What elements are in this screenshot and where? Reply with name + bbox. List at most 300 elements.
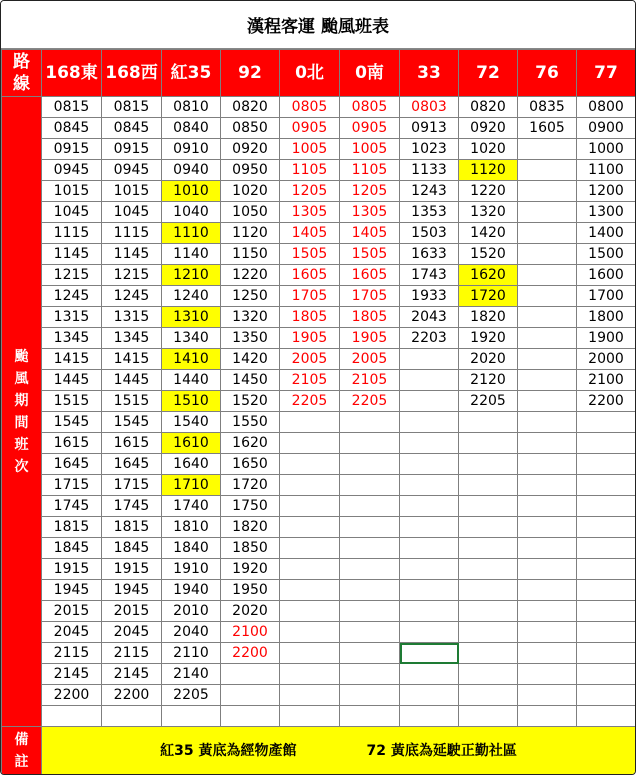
time-cell[interactable]: 0810 bbox=[162, 97, 221, 118]
time-cell[interactable] bbox=[459, 538, 518, 559]
time-cell[interactable] bbox=[400, 580, 459, 601]
time-cell[interactable] bbox=[577, 643, 636, 664]
time-cell[interactable] bbox=[280, 580, 340, 601]
time-cell[interactable]: 1420 bbox=[459, 223, 518, 244]
time-cell[interactable]: 1150 bbox=[221, 244, 280, 265]
time-cell[interactable] bbox=[400, 538, 459, 559]
time-cell[interactable]: 1520 bbox=[221, 391, 280, 412]
time-cell[interactable]: 0920 bbox=[459, 118, 518, 139]
time-cell[interactable]: 1605 bbox=[518, 118, 577, 139]
time-cell[interactable] bbox=[518, 685, 577, 706]
time-cell[interactable] bbox=[340, 643, 400, 664]
time-cell[interactable]: 2105 bbox=[340, 370, 400, 391]
time-cell[interactable]: 1345 bbox=[42, 328, 102, 349]
time-cell[interactable]: 1745 bbox=[102, 496, 162, 517]
time-cell[interactable] bbox=[400, 559, 459, 580]
time-cell[interactable]: 2100 bbox=[577, 370, 636, 391]
time-cell[interactable] bbox=[280, 643, 340, 664]
time-cell[interactable] bbox=[42, 706, 102, 727]
time-cell[interactable]: 1445 bbox=[102, 370, 162, 391]
time-cell[interactable]: 0905 bbox=[340, 118, 400, 139]
time-cell[interactable]: 1905 bbox=[340, 328, 400, 349]
time-cell[interactable]: 1145 bbox=[42, 244, 102, 265]
time-cell[interactable] bbox=[577, 475, 636, 496]
time-cell[interactable]: 2145 bbox=[102, 664, 162, 685]
time-cell[interactable] bbox=[459, 559, 518, 580]
time-cell[interactable]: 2045 bbox=[42, 622, 102, 643]
time-cell[interactable] bbox=[221, 685, 280, 706]
time-cell[interactable]: 1400 bbox=[577, 223, 636, 244]
time-cell[interactable]: 1503 bbox=[400, 223, 459, 244]
time-cell[interactable]: 2205 bbox=[340, 391, 400, 412]
time-cell[interactable]: 1745 bbox=[42, 496, 102, 517]
time-cell[interactable] bbox=[577, 538, 636, 559]
time-cell[interactable]: 1610 bbox=[162, 433, 221, 454]
time-cell[interactable]: 1945 bbox=[102, 580, 162, 601]
time-cell[interactable] bbox=[280, 664, 340, 685]
time-cell[interactable] bbox=[518, 664, 577, 685]
time-cell[interactable]: 1305 bbox=[280, 202, 340, 223]
time-cell[interactable] bbox=[577, 622, 636, 643]
time-cell[interactable]: 0910 bbox=[162, 139, 221, 160]
time-cell[interactable] bbox=[577, 517, 636, 538]
time-cell[interactable]: 1700 bbox=[577, 286, 636, 307]
time-cell[interactable]: 1845 bbox=[42, 538, 102, 559]
time-cell[interactable]: 1915 bbox=[42, 559, 102, 580]
time-cell[interactable]: 2115 bbox=[102, 643, 162, 664]
time-cell[interactable] bbox=[518, 433, 577, 454]
time-cell[interactable]: 1340 bbox=[162, 328, 221, 349]
time-cell[interactable] bbox=[400, 370, 459, 391]
time-cell[interactable]: 1820 bbox=[221, 517, 280, 538]
time-cell[interactable] bbox=[280, 685, 340, 706]
time-cell[interactable]: 1545 bbox=[42, 412, 102, 433]
time-cell[interactable]: 1705 bbox=[280, 286, 340, 307]
time-cell[interactable]: 1715 bbox=[42, 475, 102, 496]
time-cell[interactable]: 2200 bbox=[577, 391, 636, 412]
time-cell[interactable] bbox=[459, 454, 518, 475]
time-cell[interactable]: 1245 bbox=[102, 286, 162, 307]
time-cell[interactable]: 1220 bbox=[221, 265, 280, 286]
time-cell[interactable] bbox=[577, 412, 636, 433]
time-cell[interactable] bbox=[459, 685, 518, 706]
time-cell[interactable]: 1950 bbox=[221, 580, 280, 601]
time-cell[interactable] bbox=[577, 601, 636, 622]
time-cell[interactable]: 1345 bbox=[102, 328, 162, 349]
time-cell[interactable]: 1243 bbox=[400, 181, 459, 202]
time-cell[interactable]: 1440 bbox=[162, 370, 221, 391]
time-cell[interactable]: 1115 bbox=[42, 223, 102, 244]
time-cell[interactable]: 2200 bbox=[42, 685, 102, 706]
time-cell[interactable] bbox=[340, 559, 400, 580]
time-cell[interactable]: 0845 bbox=[102, 118, 162, 139]
time-cell[interactable]: 0915 bbox=[102, 139, 162, 160]
time-cell[interactable]: 2105 bbox=[280, 370, 340, 391]
time-cell[interactable] bbox=[518, 223, 577, 244]
time-cell[interactable]: 1515 bbox=[102, 391, 162, 412]
time-cell[interactable]: 1540 bbox=[162, 412, 221, 433]
time-cell[interactable]: 1315 bbox=[42, 307, 102, 328]
time-cell[interactable]: 0835 bbox=[518, 97, 577, 118]
time-cell[interactable] bbox=[340, 538, 400, 559]
time-cell[interactable]: 1015 bbox=[42, 181, 102, 202]
time-cell[interactable]: 1600 bbox=[577, 265, 636, 286]
time-cell[interactable]: 1710 bbox=[162, 475, 221, 496]
time-cell[interactable] bbox=[340, 685, 400, 706]
time-cell[interactable]: 0815 bbox=[42, 97, 102, 118]
time-cell[interactable] bbox=[518, 181, 577, 202]
time-cell[interactable]: 1215 bbox=[102, 265, 162, 286]
time-cell[interactable] bbox=[400, 391, 459, 412]
time-cell[interactable]: 1545 bbox=[102, 412, 162, 433]
time-cell[interactable]: 1020 bbox=[221, 181, 280, 202]
time-cell[interactable]: 1550 bbox=[221, 412, 280, 433]
time-cell[interactable]: 1920 bbox=[221, 559, 280, 580]
time-cell[interactable] bbox=[400, 685, 459, 706]
time-cell[interactable]: 1120 bbox=[459, 160, 518, 181]
time-cell[interactable]: 2020 bbox=[459, 349, 518, 370]
time-cell[interactable] bbox=[518, 496, 577, 517]
time-cell[interactable] bbox=[221, 664, 280, 685]
time-cell[interactable]: 1805 bbox=[340, 307, 400, 328]
time-cell[interactable]: 1905 bbox=[280, 328, 340, 349]
time-cell[interactable]: 1020 bbox=[459, 139, 518, 160]
time-cell[interactable] bbox=[221, 706, 280, 727]
time-cell[interactable] bbox=[340, 517, 400, 538]
time-cell[interactable]: 1010 bbox=[162, 181, 221, 202]
time-cell[interactable]: 1120 bbox=[221, 223, 280, 244]
time-cell[interactable]: 1820 bbox=[459, 307, 518, 328]
time-cell[interactable]: 1023 bbox=[400, 139, 459, 160]
time-cell[interactable] bbox=[577, 559, 636, 580]
time-cell[interactable] bbox=[340, 601, 400, 622]
time-cell[interactable]: 1220 bbox=[459, 181, 518, 202]
time-cell[interactable] bbox=[518, 328, 577, 349]
time-cell[interactable] bbox=[340, 475, 400, 496]
time-cell[interactable]: 1505 bbox=[340, 244, 400, 265]
time-cell[interactable]: 0915 bbox=[42, 139, 102, 160]
time-cell[interactable]: 0840 bbox=[162, 118, 221, 139]
time-cell[interactable] bbox=[577, 664, 636, 685]
time-cell[interactable] bbox=[400, 349, 459, 370]
time-cell[interactable]: 2205 bbox=[162, 685, 221, 706]
time-cell[interactable]: 1405 bbox=[280, 223, 340, 244]
time-cell[interactable] bbox=[340, 454, 400, 475]
time-cell[interactable]: 1350 bbox=[221, 328, 280, 349]
time-cell[interactable]: 2100 bbox=[221, 622, 280, 643]
time-cell[interactable] bbox=[400, 454, 459, 475]
time-cell[interactable]: 1940 bbox=[162, 580, 221, 601]
time-cell[interactable]: 2200 bbox=[102, 685, 162, 706]
time-cell[interactable] bbox=[340, 580, 400, 601]
time-cell[interactable] bbox=[340, 496, 400, 517]
time-cell[interactable]: 0845 bbox=[42, 118, 102, 139]
time-cell[interactable]: 1245 bbox=[42, 286, 102, 307]
time-cell[interactable]: 1520 bbox=[459, 244, 518, 265]
time-cell[interactable]: 1410 bbox=[162, 349, 221, 370]
time-cell[interactable]: 2110 bbox=[162, 643, 221, 664]
time-cell[interactable] bbox=[577, 454, 636, 475]
time-cell[interactable]: 1515 bbox=[42, 391, 102, 412]
time-cell[interactable] bbox=[340, 664, 400, 685]
time-cell[interactable]: 0900 bbox=[577, 118, 636, 139]
time-cell[interactable]: 2020 bbox=[221, 601, 280, 622]
time-cell[interactable] bbox=[280, 622, 340, 643]
time-cell[interactable]: 1720 bbox=[221, 475, 280, 496]
time-cell[interactable] bbox=[280, 412, 340, 433]
time-cell[interactable] bbox=[577, 685, 636, 706]
time-cell[interactable]: 1310 bbox=[162, 307, 221, 328]
time-cell[interactable] bbox=[577, 706, 636, 727]
time-cell[interactable]: 2145 bbox=[42, 664, 102, 685]
time-cell[interactable] bbox=[340, 622, 400, 643]
time-cell[interactable]: 1320 bbox=[221, 307, 280, 328]
time-cell[interactable]: 1815 bbox=[42, 517, 102, 538]
time-cell[interactable] bbox=[518, 706, 577, 727]
time-cell[interactable]: 1650 bbox=[221, 454, 280, 475]
time-cell[interactable]: 1840 bbox=[162, 538, 221, 559]
time-cell[interactable]: 2203 bbox=[400, 328, 459, 349]
time-cell[interactable] bbox=[518, 622, 577, 643]
time-cell[interactable] bbox=[518, 538, 577, 559]
time-cell[interactable]: 0805 bbox=[280, 97, 340, 118]
time-cell[interactable]: 1500 bbox=[577, 244, 636, 265]
time-cell[interactable] bbox=[518, 454, 577, 475]
time-cell[interactable]: 2005 bbox=[340, 349, 400, 370]
time-cell[interactable]: 1215 bbox=[42, 265, 102, 286]
time-cell[interactable] bbox=[340, 433, 400, 454]
time-cell[interactable]: 0913 bbox=[400, 118, 459, 139]
time-cell[interactable]: 0803 bbox=[400, 97, 459, 118]
time-cell[interactable] bbox=[577, 580, 636, 601]
time-cell[interactable]: 1005 bbox=[340, 139, 400, 160]
time-cell[interactable] bbox=[459, 412, 518, 433]
time-cell[interactable]: 1045 bbox=[42, 202, 102, 223]
time-cell[interactable]: 2000 bbox=[577, 349, 636, 370]
time-cell[interactable]: 1510 bbox=[162, 391, 221, 412]
time-cell[interactable]: 1133 bbox=[400, 160, 459, 181]
time-cell[interactable]: 1210 bbox=[162, 265, 221, 286]
time-cell[interactable]: 1110 bbox=[162, 223, 221, 244]
time-cell[interactable]: 1305 bbox=[340, 202, 400, 223]
time-cell[interactable]: 2140 bbox=[162, 664, 221, 685]
time-cell[interactable] bbox=[518, 475, 577, 496]
time-cell[interactable] bbox=[102, 706, 162, 727]
time-cell[interactable]: 1743 bbox=[400, 265, 459, 286]
time-cell[interactable] bbox=[280, 433, 340, 454]
time-cell[interactable] bbox=[280, 601, 340, 622]
time-cell[interactable] bbox=[518, 307, 577, 328]
time-cell[interactable] bbox=[400, 664, 459, 685]
time-cell[interactable]: 0920 bbox=[221, 139, 280, 160]
time-cell[interactable] bbox=[400, 622, 459, 643]
time-cell[interactable] bbox=[518, 580, 577, 601]
time-cell[interactable]: 1040 bbox=[162, 202, 221, 223]
time-cell[interactable] bbox=[518, 286, 577, 307]
time-cell[interactable]: 1620 bbox=[459, 265, 518, 286]
time-cell[interactable]: 1450 bbox=[221, 370, 280, 391]
time-cell[interactable]: 1615 bbox=[42, 433, 102, 454]
time-cell[interactable] bbox=[459, 496, 518, 517]
time-cell[interactable]: 1815 bbox=[102, 517, 162, 538]
time-cell[interactable]: 1100 bbox=[577, 160, 636, 181]
time-cell[interactable]: 1705 bbox=[340, 286, 400, 307]
time-cell[interactable]: 1915 bbox=[102, 559, 162, 580]
time-cell[interactable] bbox=[459, 433, 518, 454]
time-cell[interactable] bbox=[400, 412, 459, 433]
time-cell[interactable]: 1145 bbox=[102, 244, 162, 265]
time-cell[interactable] bbox=[518, 244, 577, 265]
time-cell[interactable]: 1200 bbox=[577, 181, 636, 202]
time-cell[interactable]: 0950 bbox=[221, 160, 280, 181]
time-cell[interactable] bbox=[518, 601, 577, 622]
time-cell[interactable] bbox=[518, 517, 577, 538]
time-cell[interactable]: 0945 bbox=[102, 160, 162, 181]
time-cell[interactable] bbox=[400, 496, 459, 517]
time-cell[interactable]: 0940 bbox=[162, 160, 221, 181]
time-cell[interactable]: 2045 bbox=[102, 622, 162, 643]
time-cell[interactable]: 1805 bbox=[280, 307, 340, 328]
time-cell[interactable]: 0905 bbox=[280, 118, 340, 139]
time-cell[interactable]: 1045 bbox=[102, 202, 162, 223]
time-cell[interactable]: 1420 bbox=[221, 349, 280, 370]
time-cell[interactable] bbox=[518, 391, 577, 412]
time-cell[interactable] bbox=[577, 433, 636, 454]
time-cell[interactable]: 1205 bbox=[340, 181, 400, 202]
time-cell[interactable]: 1105 bbox=[340, 160, 400, 181]
time-cell[interactable] bbox=[518, 643, 577, 664]
time-cell[interactable] bbox=[459, 601, 518, 622]
time-cell[interactable]: 1405 bbox=[340, 223, 400, 244]
time-cell[interactable] bbox=[518, 370, 577, 391]
time-cell[interactable]: 1750 bbox=[221, 496, 280, 517]
time-cell[interactable]: 1715 bbox=[102, 475, 162, 496]
time-cell[interactable]: 2120 bbox=[459, 370, 518, 391]
time-cell[interactable]: 1800 bbox=[577, 307, 636, 328]
time-cell[interactable]: 0850 bbox=[221, 118, 280, 139]
time-cell[interactable] bbox=[400, 517, 459, 538]
time-cell[interactable]: 1900 bbox=[577, 328, 636, 349]
time-cell[interactable] bbox=[340, 412, 400, 433]
time-cell[interactable]: 1353 bbox=[400, 202, 459, 223]
time-cell[interactable]: 2040 bbox=[162, 622, 221, 643]
time-cell[interactable]: 1633 bbox=[400, 244, 459, 265]
time-cell[interactable]: 2010 bbox=[162, 601, 221, 622]
time-cell[interactable]: 1115 bbox=[102, 223, 162, 244]
time-cell[interactable] bbox=[280, 517, 340, 538]
time-cell[interactable]: 1300 bbox=[577, 202, 636, 223]
time-cell[interactable]: 1620 bbox=[221, 433, 280, 454]
time-cell[interactable] bbox=[518, 412, 577, 433]
time-cell[interactable] bbox=[518, 139, 577, 160]
time-cell[interactable]: 1000 bbox=[577, 139, 636, 160]
time-cell[interactable] bbox=[400, 601, 459, 622]
time-cell[interactable]: 1605 bbox=[340, 265, 400, 286]
time-cell[interactable] bbox=[459, 622, 518, 643]
time-cell[interactable]: 1810 bbox=[162, 517, 221, 538]
time-cell[interactable]: 1720 bbox=[459, 286, 518, 307]
time-cell[interactable]: 1050 bbox=[221, 202, 280, 223]
time-cell[interactable]: 2015 bbox=[102, 601, 162, 622]
time-cell[interactable]: 1140 bbox=[162, 244, 221, 265]
time-cell[interactable]: 0820 bbox=[459, 97, 518, 118]
time-cell[interactable] bbox=[459, 643, 518, 664]
time-cell[interactable] bbox=[280, 475, 340, 496]
time-cell[interactable]: 1315 bbox=[102, 307, 162, 328]
time-cell[interactable] bbox=[518, 160, 577, 181]
time-cell[interactable] bbox=[518, 349, 577, 370]
time-cell[interactable]: 1933 bbox=[400, 286, 459, 307]
time-cell[interactable] bbox=[577, 496, 636, 517]
time-cell[interactable]: 0820 bbox=[221, 97, 280, 118]
time-cell[interactable] bbox=[400, 706, 459, 727]
time-cell[interactable]: 1605 bbox=[280, 265, 340, 286]
time-cell[interactable] bbox=[400, 433, 459, 454]
time-cell[interactable]: 1320 bbox=[459, 202, 518, 223]
time-cell[interactable]: 1205 bbox=[280, 181, 340, 202]
time-cell[interactable] bbox=[459, 706, 518, 727]
time-cell[interactable]: 1445 bbox=[42, 370, 102, 391]
time-cell[interactable]: 1615 bbox=[102, 433, 162, 454]
time-cell[interactable]: 1415 bbox=[42, 349, 102, 370]
time-cell[interactable]: 1910 bbox=[162, 559, 221, 580]
time-cell[interactable]: 1845 bbox=[102, 538, 162, 559]
time-cell[interactable]: 1505 bbox=[280, 244, 340, 265]
time-cell[interactable] bbox=[400, 643, 459, 664]
time-cell[interactable]: 2205 bbox=[459, 391, 518, 412]
time-cell[interactable]: 1645 bbox=[42, 454, 102, 475]
time-cell[interactable]: 2200 bbox=[221, 643, 280, 664]
time-cell[interactable]: 1240 bbox=[162, 286, 221, 307]
time-cell[interactable]: 0945 bbox=[42, 160, 102, 181]
time-cell[interactable] bbox=[459, 517, 518, 538]
time-cell[interactable]: 1005 bbox=[280, 139, 340, 160]
time-cell[interactable] bbox=[280, 496, 340, 517]
time-cell[interactable] bbox=[518, 202, 577, 223]
time-cell[interactable]: 2005 bbox=[280, 349, 340, 370]
time-cell[interactable]: 2043 bbox=[400, 307, 459, 328]
time-cell[interactable]: 1645 bbox=[102, 454, 162, 475]
time-cell[interactable]: 2205 bbox=[280, 391, 340, 412]
time-cell[interactable] bbox=[400, 475, 459, 496]
time-cell[interactable] bbox=[280, 559, 340, 580]
time-cell[interactable] bbox=[459, 475, 518, 496]
time-cell[interactable]: 0805 bbox=[340, 97, 400, 118]
time-cell[interactable] bbox=[518, 559, 577, 580]
time-cell[interactable]: 1640 bbox=[162, 454, 221, 475]
time-cell[interactable]: 2015 bbox=[42, 601, 102, 622]
time-cell[interactable]: 0815 bbox=[102, 97, 162, 118]
time-cell[interactable] bbox=[459, 580, 518, 601]
time-cell[interactable]: 1945 bbox=[42, 580, 102, 601]
time-cell[interactable]: 2115 bbox=[42, 643, 102, 664]
time-cell[interactable] bbox=[459, 664, 518, 685]
time-cell[interactable]: 1105 bbox=[280, 160, 340, 181]
time-cell[interactable]: 1015 bbox=[102, 181, 162, 202]
time-cell[interactable]: 1850 bbox=[221, 538, 280, 559]
time-cell[interactable]: 1740 bbox=[162, 496, 221, 517]
time-cell[interactable] bbox=[280, 538, 340, 559]
time-cell[interactable] bbox=[518, 265, 577, 286]
time-cell[interactable] bbox=[280, 454, 340, 475]
time-cell[interactable] bbox=[162, 706, 221, 727]
time-cell[interactable]: 1250 bbox=[221, 286, 280, 307]
time-cell[interactable] bbox=[280, 706, 340, 727]
time-cell[interactable] bbox=[340, 706, 400, 727]
time-cell[interactable]: 1920 bbox=[459, 328, 518, 349]
time-cell[interactable]: 1415 bbox=[102, 349, 162, 370]
time-cell[interactable]: 0800 bbox=[577, 97, 636, 118]
